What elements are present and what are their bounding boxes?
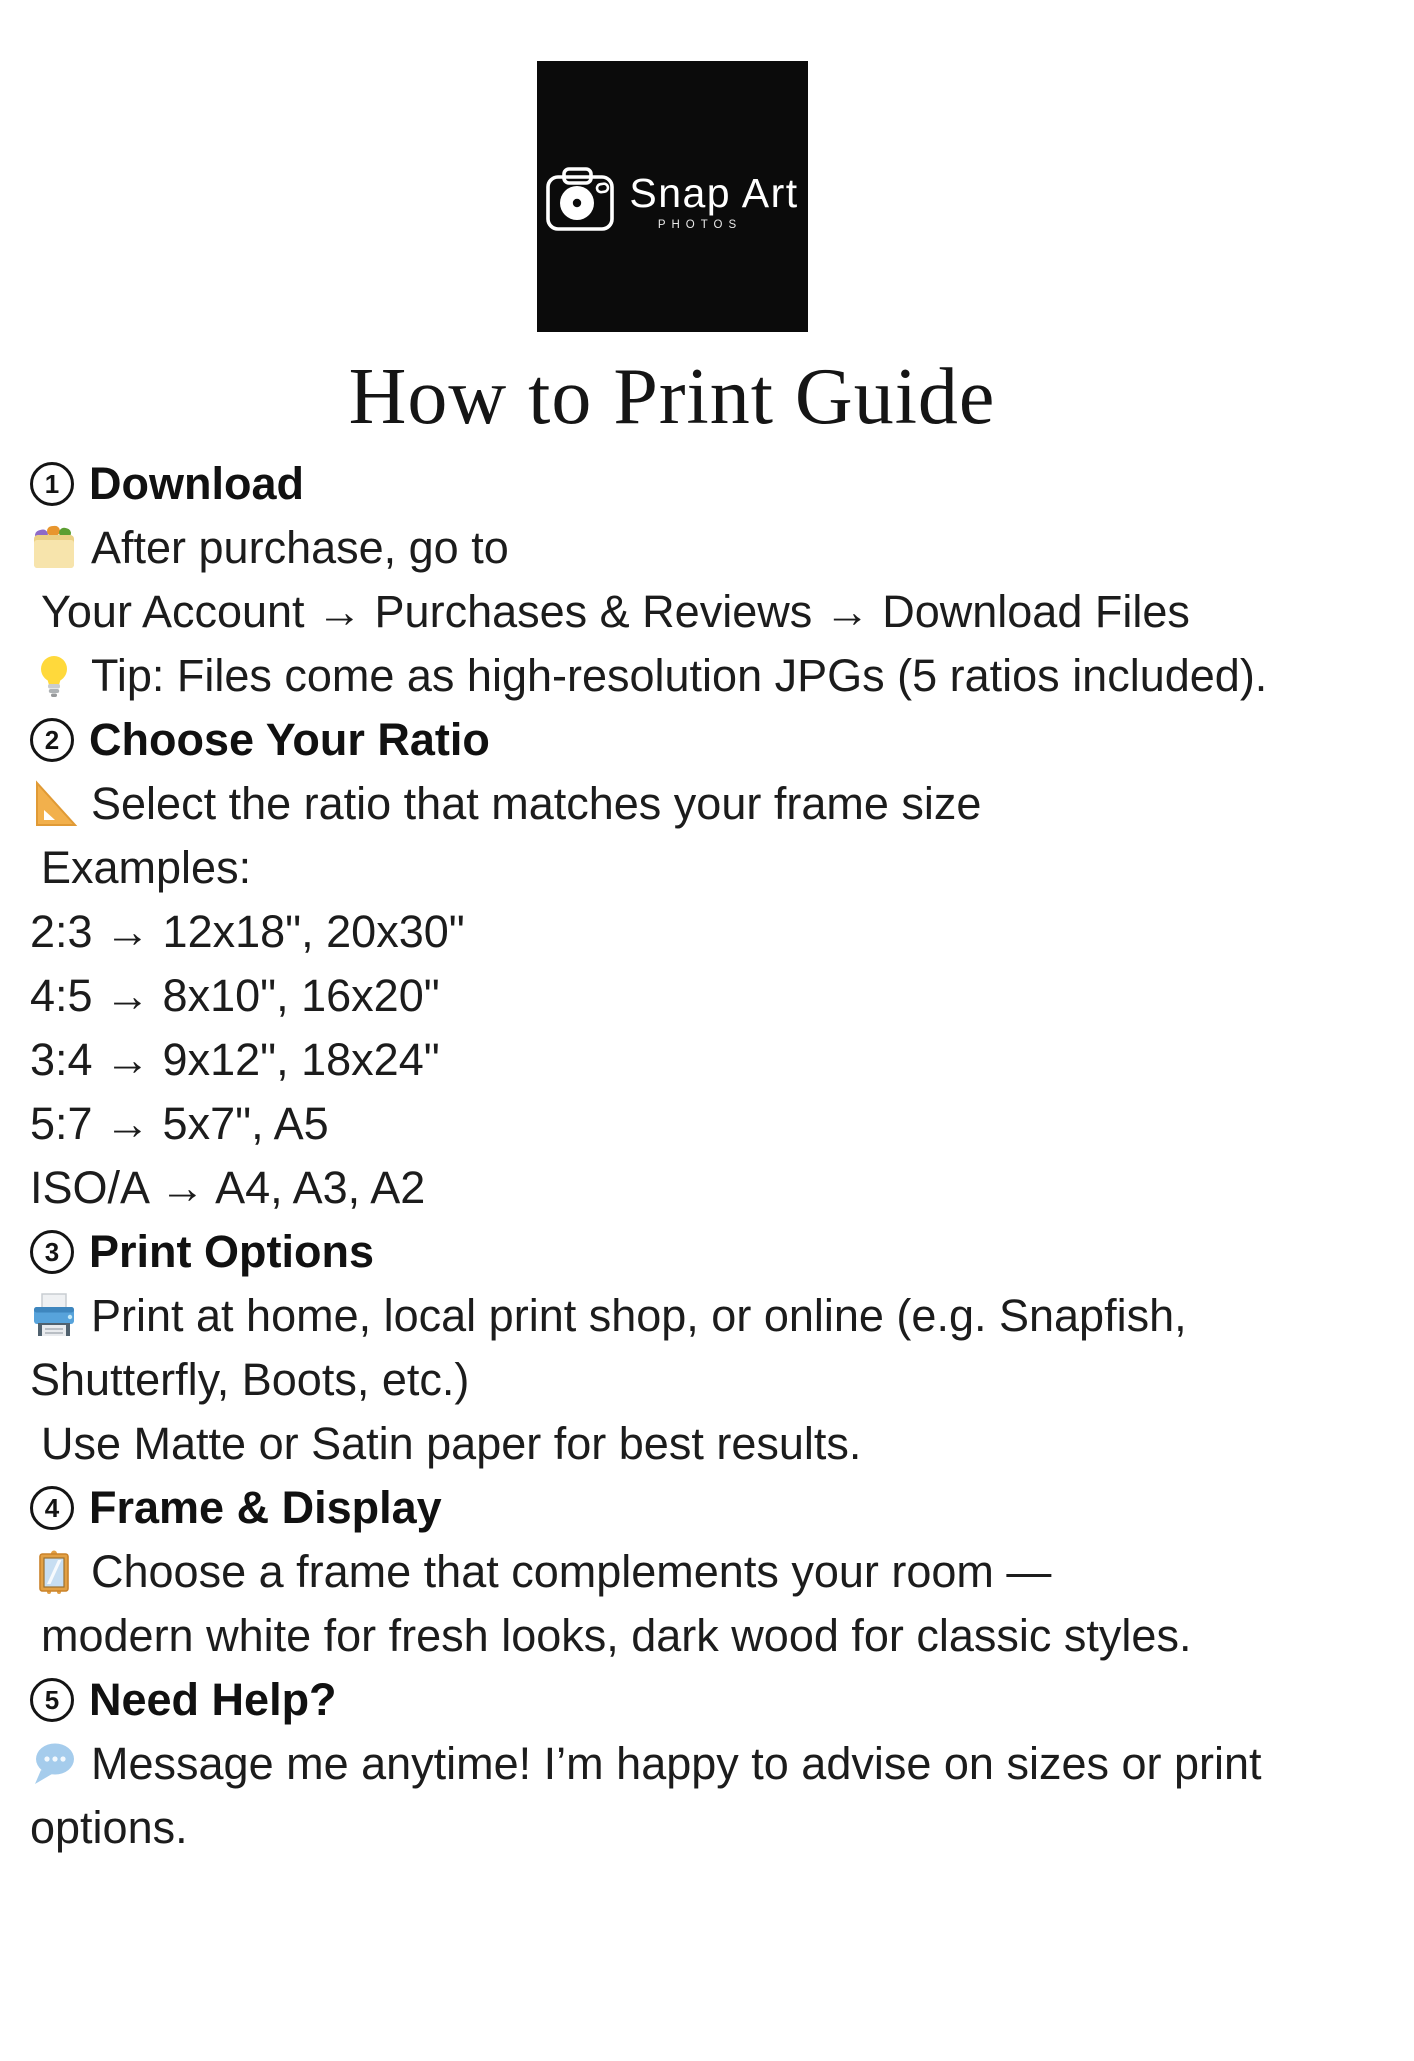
guide-line xyxy=(30,772,1394,836)
guide-line-text: 5:7 → 5x7", A5 xyxy=(30,1098,329,1149)
guide-line-text: 4:5 → 8x10", 16x20" xyxy=(30,970,440,1021)
guide-line-text: Tip: Files come as high-resolution JPGs (5 ratios included). xyxy=(91,650,1268,701)
guide-line-text: ISO/A → A4, A3, A2 xyxy=(30,1162,426,1213)
guide-line-text: Select the ratio that matches your frame size xyxy=(91,778,982,829)
guide-line-ratio xyxy=(30,1156,1394,1220)
guide-line-text: Choose a frame that complements your room — xyxy=(91,1546,1052,1597)
circled-number-icon: 1 xyxy=(30,462,74,506)
guide-line xyxy=(30,1284,1394,1348)
print-guide-page xyxy=(0,61,1414,2061)
guide-line xyxy=(30,1412,1394,1476)
circled-number-icon: 2 xyxy=(30,718,74,762)
guide-line-text: Examples: xyxy=(41,842,252,893)
brand-text xyxy=(629,169,799,232)
guide-line-text: modern white for fresh looks, dark wood for classic styles. xyxy=(41,1610,1192,1661)
speech-balloon-icon xyxy=(30,1740,78,1788)
guide-line-text: After purchase, go to xyxy=(91,522,509,573)
light-bulb-icon xyxy=(30,652,78,700)
brand-logo xyxy=(537,61,808,332)
section-title: Need Help? xyxy=(89,1674,337,1725)
section-title: Download xyxy=(89,458,304,509)
header xyxy=(0,61,1344,443)
guide-line-ratio xyxy=(30,964,1394,1028)
guide-line xyxy=(30,644,1394,708)
section-title: Frame & Display xyxy=(89,1482,442,1533)
mirror-icon xyxy=(30,1548,78,1596)
guide-line xyxy=(30,1348,1394,1412)
camera-icon xyxy=(545,166,619,237)
guide-line xyxy=(30,836,1394,900)
guide-line xyxy=(30,516,1394,580)
section-heading-frame-display xyxy=(30,1476,1394,1540)
guide-line-ratio xyxy=(30,1092,1394,1156)
guide-line xyxy=(30,1732,1394,1796)
guide-line-text: Shutterfly, Boots, etc.) xyxy=(30,1354,470,1405)
circled-number-icon: 5 xyxy=(30,1678,74,1722)
section-heading-print-options xyxy=(30,1220,1394,1284)
section-heading-download xyxy=(30,452,1394,516)
guide-line xyxy=(30,1604,1394,1668)
card-index-dividers-icon xyxy=(30,524,78,572)
guide-line-text: 3:4 → 9x12", 18x24" xyxy=(30,1034,440,1085)
section-title: Choose Your Ratio xyxy=(89,714,490,765)
guide-line xyxy=(30,1796,1394,1860)
guide-line-text: options. xyxy=(30,1802,188,1853)
guide-line-text: Message me anytime! I’m happy to advise on sizes or print xyxy=(91,1738,1262,1789)
section-title: Print Options xyxy=(89,1226,374,1277)
brand-name: Snap Art xyxy=(629,169,799,216)
circled-number-icon: 4 xyxy=(30,1486,74,1530)
guide-line-text: Use Matte or Satin paper for best results. xyxy=(41,1418,862,1469)
guide-line-text: 2:3 → 12x18", 20x30" xyxy=(30,906,465,957)
guide-line xyxy=(30,1540,1394,1604)
printer-icon xyxy=(30,1292,78,1340)
brand-subtitle: PHOTOS xyxy=(657,219,743,232)
guide-line-text: Print at home, local print shop, or online (e.g. Snapfish, xyxy=(91,1290,1187,1341)
guide-line xyxy=(30,580,1394,644)
guide-line-text: Your Account → Purchases & Reviews → Download Files xyxy=(41,586,1190,637)
guide-line-ratio xyxy=(30,900,1394,964)
guide-line-ratio xyxy=(30,1028,1394,1092)
page-title: How to Print Guide xyxy=(348,353,996,441)
circled-number-icon: 3 xyxy=(30,1230,74,1274)
triangular-ruler-icon xyxy=(30,780,78,828)
section-heading-need-help xyxy=(30,1668,1394,1732)
section-heading-choose-ratio xyxy=(30,708,1394,772)
guide-content xyxy=(0,452,1414,1860)
logo-lockup xyxy=(545,156,798,237)
